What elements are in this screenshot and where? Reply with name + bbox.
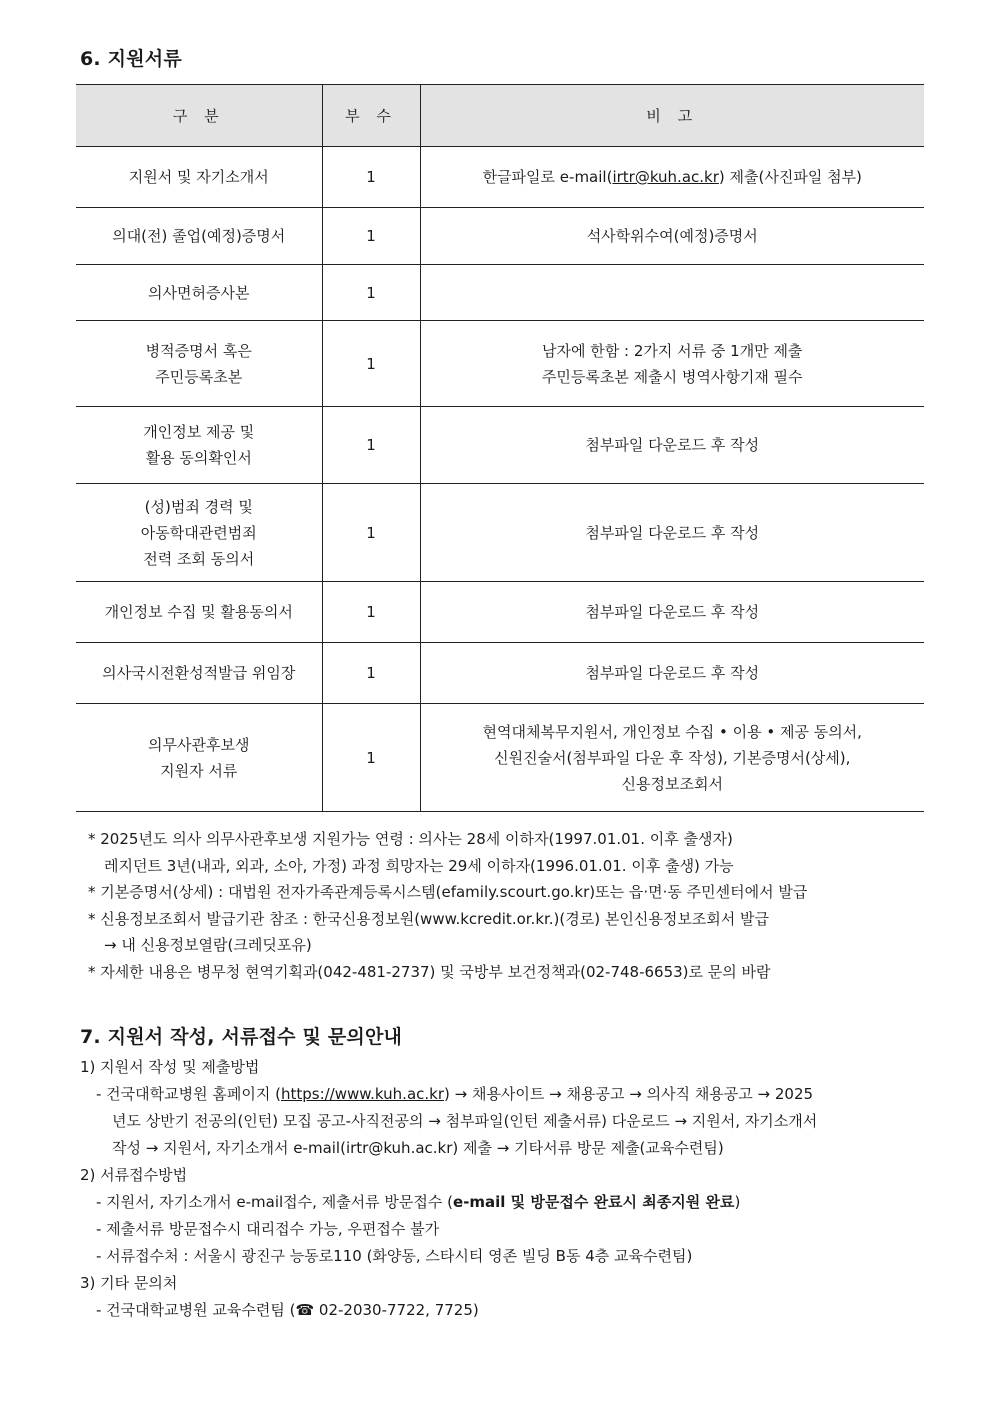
submission-step-line: 년도 상반기 전공의(인턴) 모집 공고-사직전공의 → 첨부파일(인턴 제출서류) 다운로드 → 지원서, 자기소개서 (112, 1112, 818, 1130)
row-note: 첨부파일 다운로드 후 작성 (420, 643, 924, 704)
row-note: 첨부파일 다운로드 후 작성 (420, 582, 924, 643)
table-row (76, 704, 924, 812)
row-item: 병적증명서 혹은 주민등록초본 (76, 321, 322, 407)
subheading-submission-method: 1) 지원서 작성 및 제출방법 (80, 1058, 260, 1076)
line-text: - 지원서, 자기소개서 e-mail접수, 제출서류 방문접수 ( (96, 1193, 454, 1211)
section-7-title: 7. 지원서 작성, 서류접수 및 문의안내 (80, 1026, 403, 1048)
receipt-line (80, 1189, 925, 1216)
row-item: 의무사관후보생 지원자 서류 (76, 704, 322, 812)
section-7-body (80, 1054, 925, 1324)
table-row (76, 484, 924, 582)
row-count: 1 (322, 704, 420, 812)
row-item: 의대(전) 졸업(예정)증명서 (76, 208, 322, 265)
row-item: 지원서 및 자기소개서 (76, 147, 322, 208)
table-row (76, 643, 924, 704)
section-6-title: 6. 지원서류 (80, 48, 182, 70)
row-count: 1 (322, 484, 420, 582)
line-text: ) → 채용사이트 → 채용공고 → 의사직 채용공고 → 2025 (444, 1085, 814, 1103)
email-link[interactable]: irtr@kuh.ac.kr (612, 168, 719, 186)
submission-step-line: 작성 → 지원서, 자기소개서 e-mail(irtr@kuh.ac.kr) 제출 → 기타서류 방문 제출(교육수련팀) (112, 1139, 724, 1157)
documents-table (76, 84, 924, 812)
row-count: 1 (322, 643, 420, 704)
note-item: → 내 신용정보열람(크레딧포유) (104, 936, 312, 954)
row-count: 1 (322, 147, 420, 208)
table-row (76, 321, 924, 407)
row-note: 남자에 한함 : 2가지 서류 중 1개만 제출 주민등록초본 제출시 병역사항기재 필수 (420, 321, 924, 407)
note-item: * 2025년도 의사 의무사관후보생 지원가능 연령 : 의사는 28세 이하자(1997.01.01. 이후 출생자) (88, 830, 733, 848)
subheading-other-inquiry: 3) 기타 문의처 (80, 1274, 178, 1292)
notes-list (88, 826, 908, 985)
table-row (76, 265, 924, 321)
row-count: 1 (322, 265, 420, 321)
line-text: ) (734, 1193, 741, 1211)
row-item: 의사면허증사본 (76, 265, 322, 321)
row-item: 의사국시전환성적발급 위임장 (76, 643, 322, 704)
note-item: * 기본증명서(상세) : 대법원 전자가족관계등록시스템(efamily.scourt.go.kr)또는 읍·면·동 주민센터에서 발급 (88, 883, 808, 901)
note-item: 레지던트 3년(내과, 외과, 소아, 가정) 과정 희망자는 29세 이하자(1996.01.01. 이후 출생) 가능 (104, 856, 734, 875)
submission-step-line (80, 1081, 925, 1108)
row-note: 현역대체복무지원서, 개인정보 수집 • 이용 • 제공 동의서, 신원진술서(첨부파일 다운 후 작성), 기본증명서(상세), 신용정보조회서 (420, 704, 924, 812)
row-count: 1 (322, 582, 420, 643)
row-note (420, 147, 924, 208)
table-header-row (76, 85, 924, 147)
table-row (76, 582, 924, 643)
line-text: - 건국대학교병원 홈페이지 ( (96, 1085, 281, 1103)
row-note (420, 265, 924, 321)
note-text: 한글파일로 e-mail( (482, 168, 613, 186)
note-text: ) 제출(사진파일 첨부) (718, 168, 862, 186)
receipt-line: - 서류접수처 : 서울시 광진구 능동로110 (화양동, 스타시티 영존 빌딩 B동 4층 교육수련팀) (96, 1247, 693, 1265)
receipt-line: - 제출서류 방문접수시 대리접수 가능, 우편접수 불가 (96, 1220, 440, 1238)
note-item: * 자세한 내용은 병무청 현역기획과(042-481-2737) 및 국방부 보건정책과(02-748-6653)로 문의 바람 (88, 962, 771, 981)
note-item: * 신용정보조회서 발급기관 참조 : 한국신용정보원(www.kcredit.or.kr.)(경로) 본인신용정보조회서 발급 (88, 909, 770, 928)
row-count: 1 (322, 407, 420, 484)
row-item: 개인정보 수집 및 활용동의서 (76, 582, 322, 643)
row-note: 첨부파일 다운로드 후 작성 (420, 407, 924, 484)
row-item: 개인정보 제공 및 활용 동의확인서 (76, 407, 322, 484)
table-row (76, 407, 924, 484)
row-note: 첨부파일 다운로드 후 작성 (420, 484, 924, 582)
row-item: (성)범죄 경력 및 아동학대관련범죄 전력 조회 동의서 (76, 484, 322, 582)
homepage-link[interactable]: https://www.kuh.ac.kr (280, 1085, 444, 1103)
inquiry-line: - 건국대학교병원 교육수련팀 (☎ 02-2030-7722, 7725) (96, 1301, 479, 1319)
header-copies: 부 수 (322, 85, 420, 147)
header-remarks: 비 고 (420, 85, 924, 147)
header-category: 구 분 (76, 85, 322, 147)
subheading-receipt-method: 2) 서류접수방법 (80, 1166, 188, 1184)
table-row (76, 208, 924, 265)
table-row (76, 147, 924, 208)
row-note: 석사학위수여(예정)증명서 (420, 208, 924, 265)
row-count: 1 (322, 208, 420, 265)
bold-notice: e-mail 및 방문접수 완료시 최종지원 완료 (453, 1193, 735, 1211)
row-count: 1 (322, 321, 420, 407)
